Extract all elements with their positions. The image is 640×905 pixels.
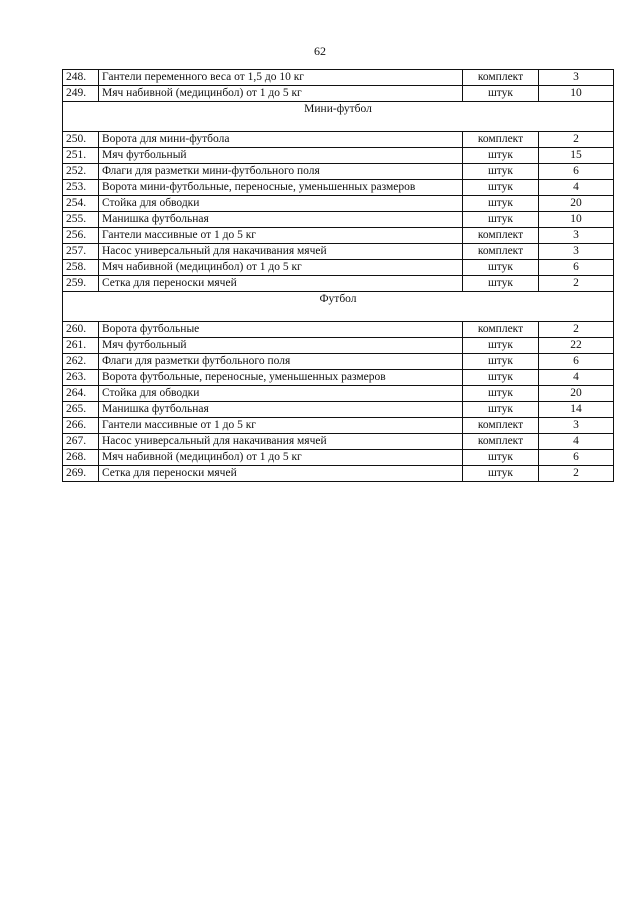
item-unit-cell: штук — [463, 164, 539, 180]
item-quantity-cell: 20 — [539, 196, 614, 212]
item-number-cell: 261. — [63, 338, 99, 354]
table-row — [63, 370, 614, 386]
item-number-cell: 250. — [63, 132, 99, 148]
item-quantity-cell: 2 — [539, 132, 614, 148]
table-row — [63, 244, 614, 260]
item-number-cell: 267. — [63, 434, 99, 450]
item-unit-cell: штук — [463, 450, 539, 466]
item-name-cell: Гантели массивные от 1 до 5 кг — [99, 418, 463, 434]
table-row — [63, 338, 614, 354]
table-row — [63, 148, 614, 164]
table-row — [63, 322, 614, 338]
item-name-cell: Ворота футбольные — [99, 322, 463, 338]
item-name-cell: Флаги для разметки мини-футбольного поля — [99, 164, 463, 180]
item-name-cell: Мяч футбольный — [99, 148, 463, 164]
item-quantity-cell: 22 — [539, 338, 614, 354]
item-number-cell: 269. — [63, 466, 99, 482]
item-name-cell: Мяч набивной (медицинбол) от 1 до 5 кг — [99, 260, 463, 276]
item-number-cell: 265. — [63, 402, 99, 418]
item-number-cell: 266. — [63, 418, 99, 434]
item-name-cell: Мяч футбольный — [99, 338, 463, 354]
item-unit-cell: штук — [463, 466, 539, 482]
item-name-cell: Ворота мини-футбольные, переносные, уменьшенных размеров — [99, 180, 463, 196]
item-number-cell: 254. — [63, 196, 99, 212]
item-unit-cell: штук — [463, 402, 539, 418]
item-unit-cell: штук — [463, 180, 539, 196]
table-row — [63, 450, 614, 466]
item-name-cell: Сетка для переноски мячей — [99, 276, 463, 292]
table-row — [63, 276, 614, 292]
item-quantity-cell: 3 — [539, 418, 614, 434]
item-name-cell: Мяч набивной (медицинбол) от 1 до 5 кг — [99, 450, 463, 466]
table-row — [63, 386, 614, 402]
item-name-cell: Стойка для обводки — [99, 386, 463, 402]
item-quantity-cell: 20 — [539, 386, 614, 402]
item-quantity-cell: 3 — [539, 70, 614, 86]
item-name-cell: Сетка для переноски мячей — [99, 466, 463, 482]
item-quantity-cell: 2 — [539, 322, 614, 338]
section-heading-row — [63, 102, 614, 132]
item-number-cell: 256. — [63, 228, 99, 244]
item-number-cell: 251. — [63, 148, 99, 164]
item-quantity-cell: 4 — [539, 370, 614, 386]
item-quantity-cell: 6 — [539, 450, 614, 466]
item-number-cell: 263. — [63, 370, 99, 386]
item-number-cell: 255. — [63, 212, 99, 228]
item-quantity-cell: 10 — [539, 212, 614, 228]
item-unit-cell: штук — [463, 370, 539, 386]
table-row — [63, 466, 614, 482]
item-number-cell: 253. — [63, 180, 99, 196]
item-quantity-cell: 4 — [539, 180, 614, 196]
equipment-table-body — [63, 70, 614, 482]
item-quantity-cell: 15 — [539, 148, 614, 164]
item-quantity-cell: 3 — [539, 228, 614, 244]
item-quantity-cell: 10 — [539, 86, 614, 102]
item-quantity-cell: 2 — [539, 466, 614, 482]
item-number-cell: 260. — [63, 322, 99, 338]
table-row — [63, 434, 614, 450]
table-row — [63, 196, 614, 212]
item-number-cell: 249. — [63, 86, 99, 102]
item-name-cell: Манишка футбольная — [99, 212, 463, 228]
item-unit-cell: комплект — [463, 418, 539, 434]
table-row — [63, 164, 614, 180]
table-row — [63, 70, 614, 86]
item-unit-cell: штук — [463, 276, 539, 292]
table-row — [63, 132, 614, 148]
item-unit-cell: комплект — [463, 322, 539, 338]
item-name-cell: Стойка для обводки — [99, 196, 463, 212]
item-name-cell: Гантели массивные от 1 до 5 кг — [99, 228, 463, 244]
item-quantity-cell: 6 — [539, 260, 614, 276]
item-quantity-cell: 6 — [539, 354, 614, 370]
item-name-cell: Мяч набивной (медицинбол) от 1 до 5 кг — [99, 86, 463, 102]
item-name-cell: Манишка футбольная — [99, 402, 463, 418]
item-unit-cell: комплект — [463, 132, 539, 148]
item-number-cell: 258. — [63, 260, 99, 276]
table-row — [63, 260, 614, 276]
table-row — [63, 180, 614, 196]
item-unit-cell: штук — [463, 386, 539, 402]
item-unit-cell: комплект — [463, 70, 539, 86]
item-number-cell: 264. — [63, 386, 99, 402]
item-quantity-cell: 4 — [539, 434, 614, 450]
item-unit-cell: штук — [463, 354, 539, 370]
item-number-cell: 262. — [63, 354, 99, 370]
page-number: 62 — [314, 44, 326, 58]
item-number-cell: 252. — [63, 164, 99, 180]
table-row — [63, 418, 614, 434]
item-name-cell: Флаги для разметки футбольного поля — [99, 354, 463, 370]
item-number-cell: 259. — [63, 276, 99, 292]
item-unit-cell: штук — [463, 260, 539, 276]
item-number-cell: 257. — [63, 244, 99, 260]
item-quantity-cell: 6 — [539, 164, 614, 180]
item-unit-cell: штук — [463, 86, 539, 102]
table-row — [63, 212, 614, 228]
item-quantity-cell: 2 — [539, 276, 614, 292]
item-unit-cell: комплект — [463, 228, 539, 244]
item-unit-cell: комплект — [463, 244, 539, 260]
item-name-cell: Насос универсальный для накачивания мячей — [99, 434, 463, 450]
item-name-cell: Гантели переменного веса от 1,5 до 10 кг — [99, 70, 463, 86]
item-quantity-cell: 14 — [539, 402, 614, 418]
table-row — [63, 402, 614, 418]
item-unit-cell: штук — [463, 338, 539, 354]
section-heading-row — [63, 292, 614, 322]
item-name-cell: Насос универсальный для накачивания мячей — [99, 244, 463, 260]
item-number-cell: 248. — [63, 70, 99, 86]
section-heading: Мини-футбол — [63, 102, 614, 132]
item-unit-cell: штук — [463, 148, 539, 164]
item-name-cell: Ворота футбольные, переносные, уменьшенных размеров — [99, 370, 463, 386]
item-quantity-cell: 3 — [539, 244, 614, 260]
item-number-cell: 268. — [63, 450, 99, 466]
item-unit-cell: штук — [463, 212, 539, 228]
table-row — [63, 86, 614, 102]
item-unit-cell: штук — [463, 196, 539, 212]
table-row — [63, 228, 614, 244]
table-row — [63, 354, 614, 370]
section-heading: Футбол — [63, 292, 614, 322]
item-name-cell: Ворота для мини-футбола — [99, 132, 463, 148]
equipment-table — [62, 69, 614, 482]
item-unit-cell: комплект — [463, 434, 539, 450]
